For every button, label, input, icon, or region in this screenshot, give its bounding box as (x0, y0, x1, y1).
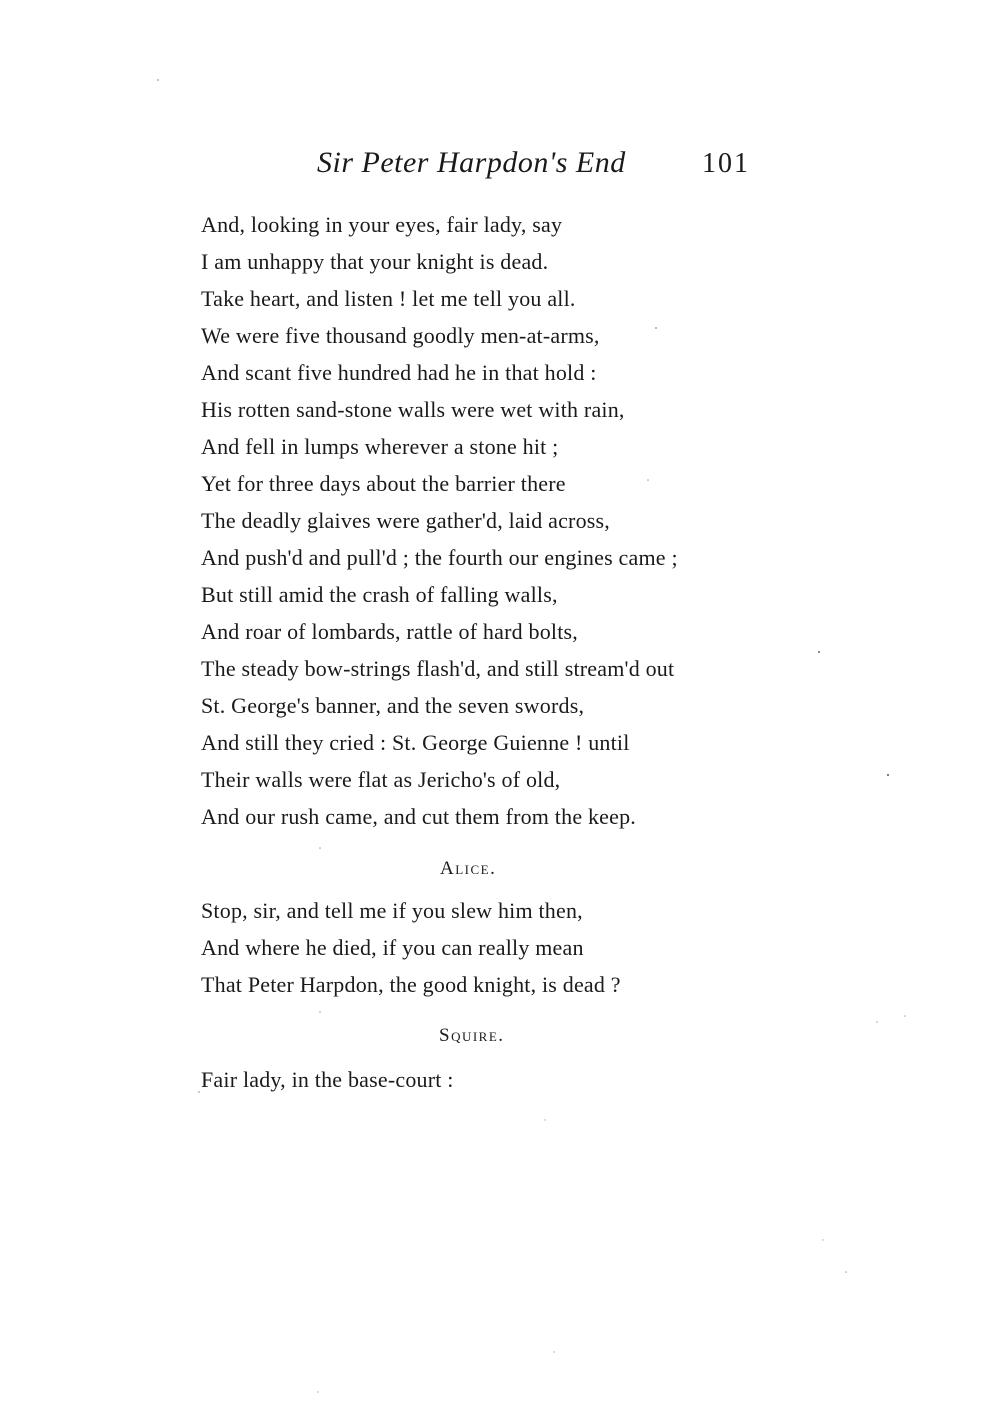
verse-line: Take heart, and listen ! let me tell you all. (201, 286, 576, 311)
speaker-name-squire: Squire. (439, 1025, 505, 1046)
running-head (0, 146, 1000, 190)
speaker-name-alice: Alice. (440, 858, 497, 879)
verse-line: And still they cried : St. George Guienne ! until (201, 730, 630, 755)
verse-line: We were five thousand goodly men-at-arms, (201, 323, 600, 348)
verse-line: St. George's banner, and the seven swords, (201, 693, 585, 718)
running-title: Sir Peter Harpdon's End (317, 146, 626, 179)
speech-block-1 (201, 206, 801, 835)
verse-line: That Peter Harpdon, the good knight, is dead ? (201, 972, 621, 997)
verse-line: Fair lady, in the base-court : (201, 1067, 454, 1092)
verse-line: And push'd and pull'd ; the fourth our engines came ; (201, 545, 678, 570)
verse-line: His rotten sand-stone walls were wet with rain, (201, 397, 625, 422)
verse-line: I am unhappy that your knight is dead. (201, 249, 549, 274)
speech-block-2 (201, 892, 801, 1003)
verse-line: And, looking in your eyes, fair lady, say (201, 212, 563, 237)
verse-line: And fell in lumps wherever a stone hit ; (201, 434, 559, 459)
verse-line: And roar of lombards, rattle of hard bolts, (201, 619, 579, 644)
verse-line: And scant five hundred had he in that hold : (201, 360, 597, 385)
verse-line: The steady bow-strings flash'd, and still stream'd out (201, 656, 675, 681)
verse-line: The deadly glaives were gather'd, laid across, (201, 508, 611, 533)
speech-block-3 (201, 1061, 801, 1098)
verse-line: But still amid the crash of falling walls, (201, 582, 558, 607)
page-number: 101 (702, 148, 750, 179)
verse-line: And where he died, if you can really mean (201, 935, 584, 960)
verse-line: Yet for three days about the barrier there (201, 471, 566, 496)
verse-line: And our rush came, and cut them from the keep. (201, 804, 637, 829)
verse-line: Stop, sir, and tell me if you slew him then, (201, 898, 583, 923)
verse-line: Their walls were flat as Jericho's of old, (201, 767, 561, 792)
